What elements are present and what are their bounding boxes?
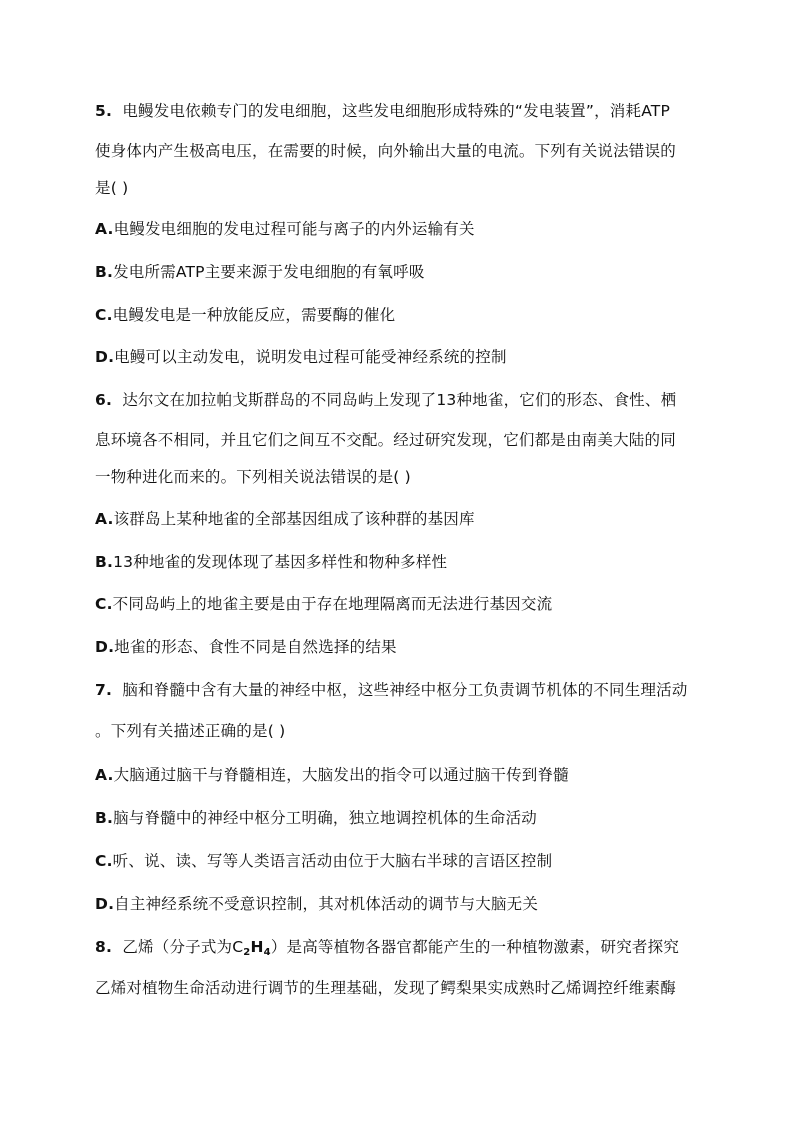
question-6-stem-line-3: 一物种进化而来的。下列相关说法错误的是( ) bbox=[95, 468, 411, 486]
question-8-number: 8. bbox=[95, 938, 113, 956]
question-7-stem-line-1: 7. 脑和脊髓中含有大量的神经中枢，这些神经中枢分工负责调节机体的不同生理活动 bbox=[95, 681, 688, 699]
question-7-option-d: D.自主神经系统不受意识控制，其对机体活动的调节与大脑无关 bbox=[95, 895, 539, 913]
question-8-stem-line-2: 乙烯对植物生命活动进行调节的生理基础，发现了鳄梨果实成熟时乙烯调控纤维素酶 bbox=[95, 979, 676, 997]
question-5-option-c: C.电鳗发电是一种放能反应，需要酶的催化 bbox=[95, 306, 396, 324]
question-5-stem-line-3: 是( ) bbox=[95, 179, 129, 197]
question-5-option-b: B.发电所需ATP主要来源于发电细胞的有氧呼吸 bbox=[95, 263, 425, 281]
question-6-option-c: C.不同岛屿上的地雀主要是由于存在地理隔离而无法进行基因交流 bbox=[95, 595, 553, 613]
question-5-stem-line-1: 5. 电鳗发电依赖专门的发电细胞，这些发电细胞形成特殊的“发电装置”，消耗ATP bbox=[95, 102, 671, 120]
question-5-number: 5. bbox=[95, 102, 113, 120]
question-5-stem-line-2: 使身体内产生极高电压，在需要的时候，向外输出大量的电流。下列有关说法错误的 bbox=[95, 142, 676, 160]
question-7-stem-line-2: 。下列有关描述正确的是( ) bbox=[95, 722, 286, 740]
question-7-number: 7. bbox=[95, 681, 113, 699]
question-7-option-c: C.听、说、读、写等人类语言活动由位于大脑右半球的言语区控制 bbox=[95, 852, 553, 870]
question-6-option-d: D.地雀的形态、食性不同是自然选择的结果 bbox=[95, 638, 397, 656]
question-5-option-d: D.电鳗可以主动发电，说明发电过程可能受神经系统的控制 bbox=[95, 348, 507, 366]
question-6-stem-line-1: 6. 达尔文在加拉帕戈斯群岛的不同岛屿上发现了13种地雀，它们的形态、食性、栖 bbox=[95, 391, 677, 409]
question-6-option-b: B.13种地雀的发现体现了基因多样性和物种多样性 bbox=[95, 553, 448, 571]
question-6-option-a: A.该群岛上某种地雀的全部基因组成了该种群的基因库 bbox=[95, 510, 475, 528]
question-6-stem-line-2: 息环境各不相同，并且它们之间互不交配。经过研究发现，它们都是由南美大陆的同 bbox=[95, 431, 676, 449]
question-8-stem-line-1: 8. 乙烯（分子式为$C_2H_4$）是高等植物各器官都能产生的一种植物激素，研究者探究 bbox=[95, 938, 680, 958]
question-5-option-a: A.电鳗发电细胞的发电过程可能与离子的内外运输有关 bbox=[95, 220, 475, 238]
question-7-option-b: B.脑与脊髓中的神经中枢分工明确，独立地调控机体的生命活动 bbox=[95, 809, 538, 827]
question-6-number: 6. bbox=[95, 391, 113, 409]
question-7-option-a: A.大脑通过脑干与脊髓相连，大脑发出的指令可以通过脑干传到脊髓 bbox=[95, 766, 569, 784]
